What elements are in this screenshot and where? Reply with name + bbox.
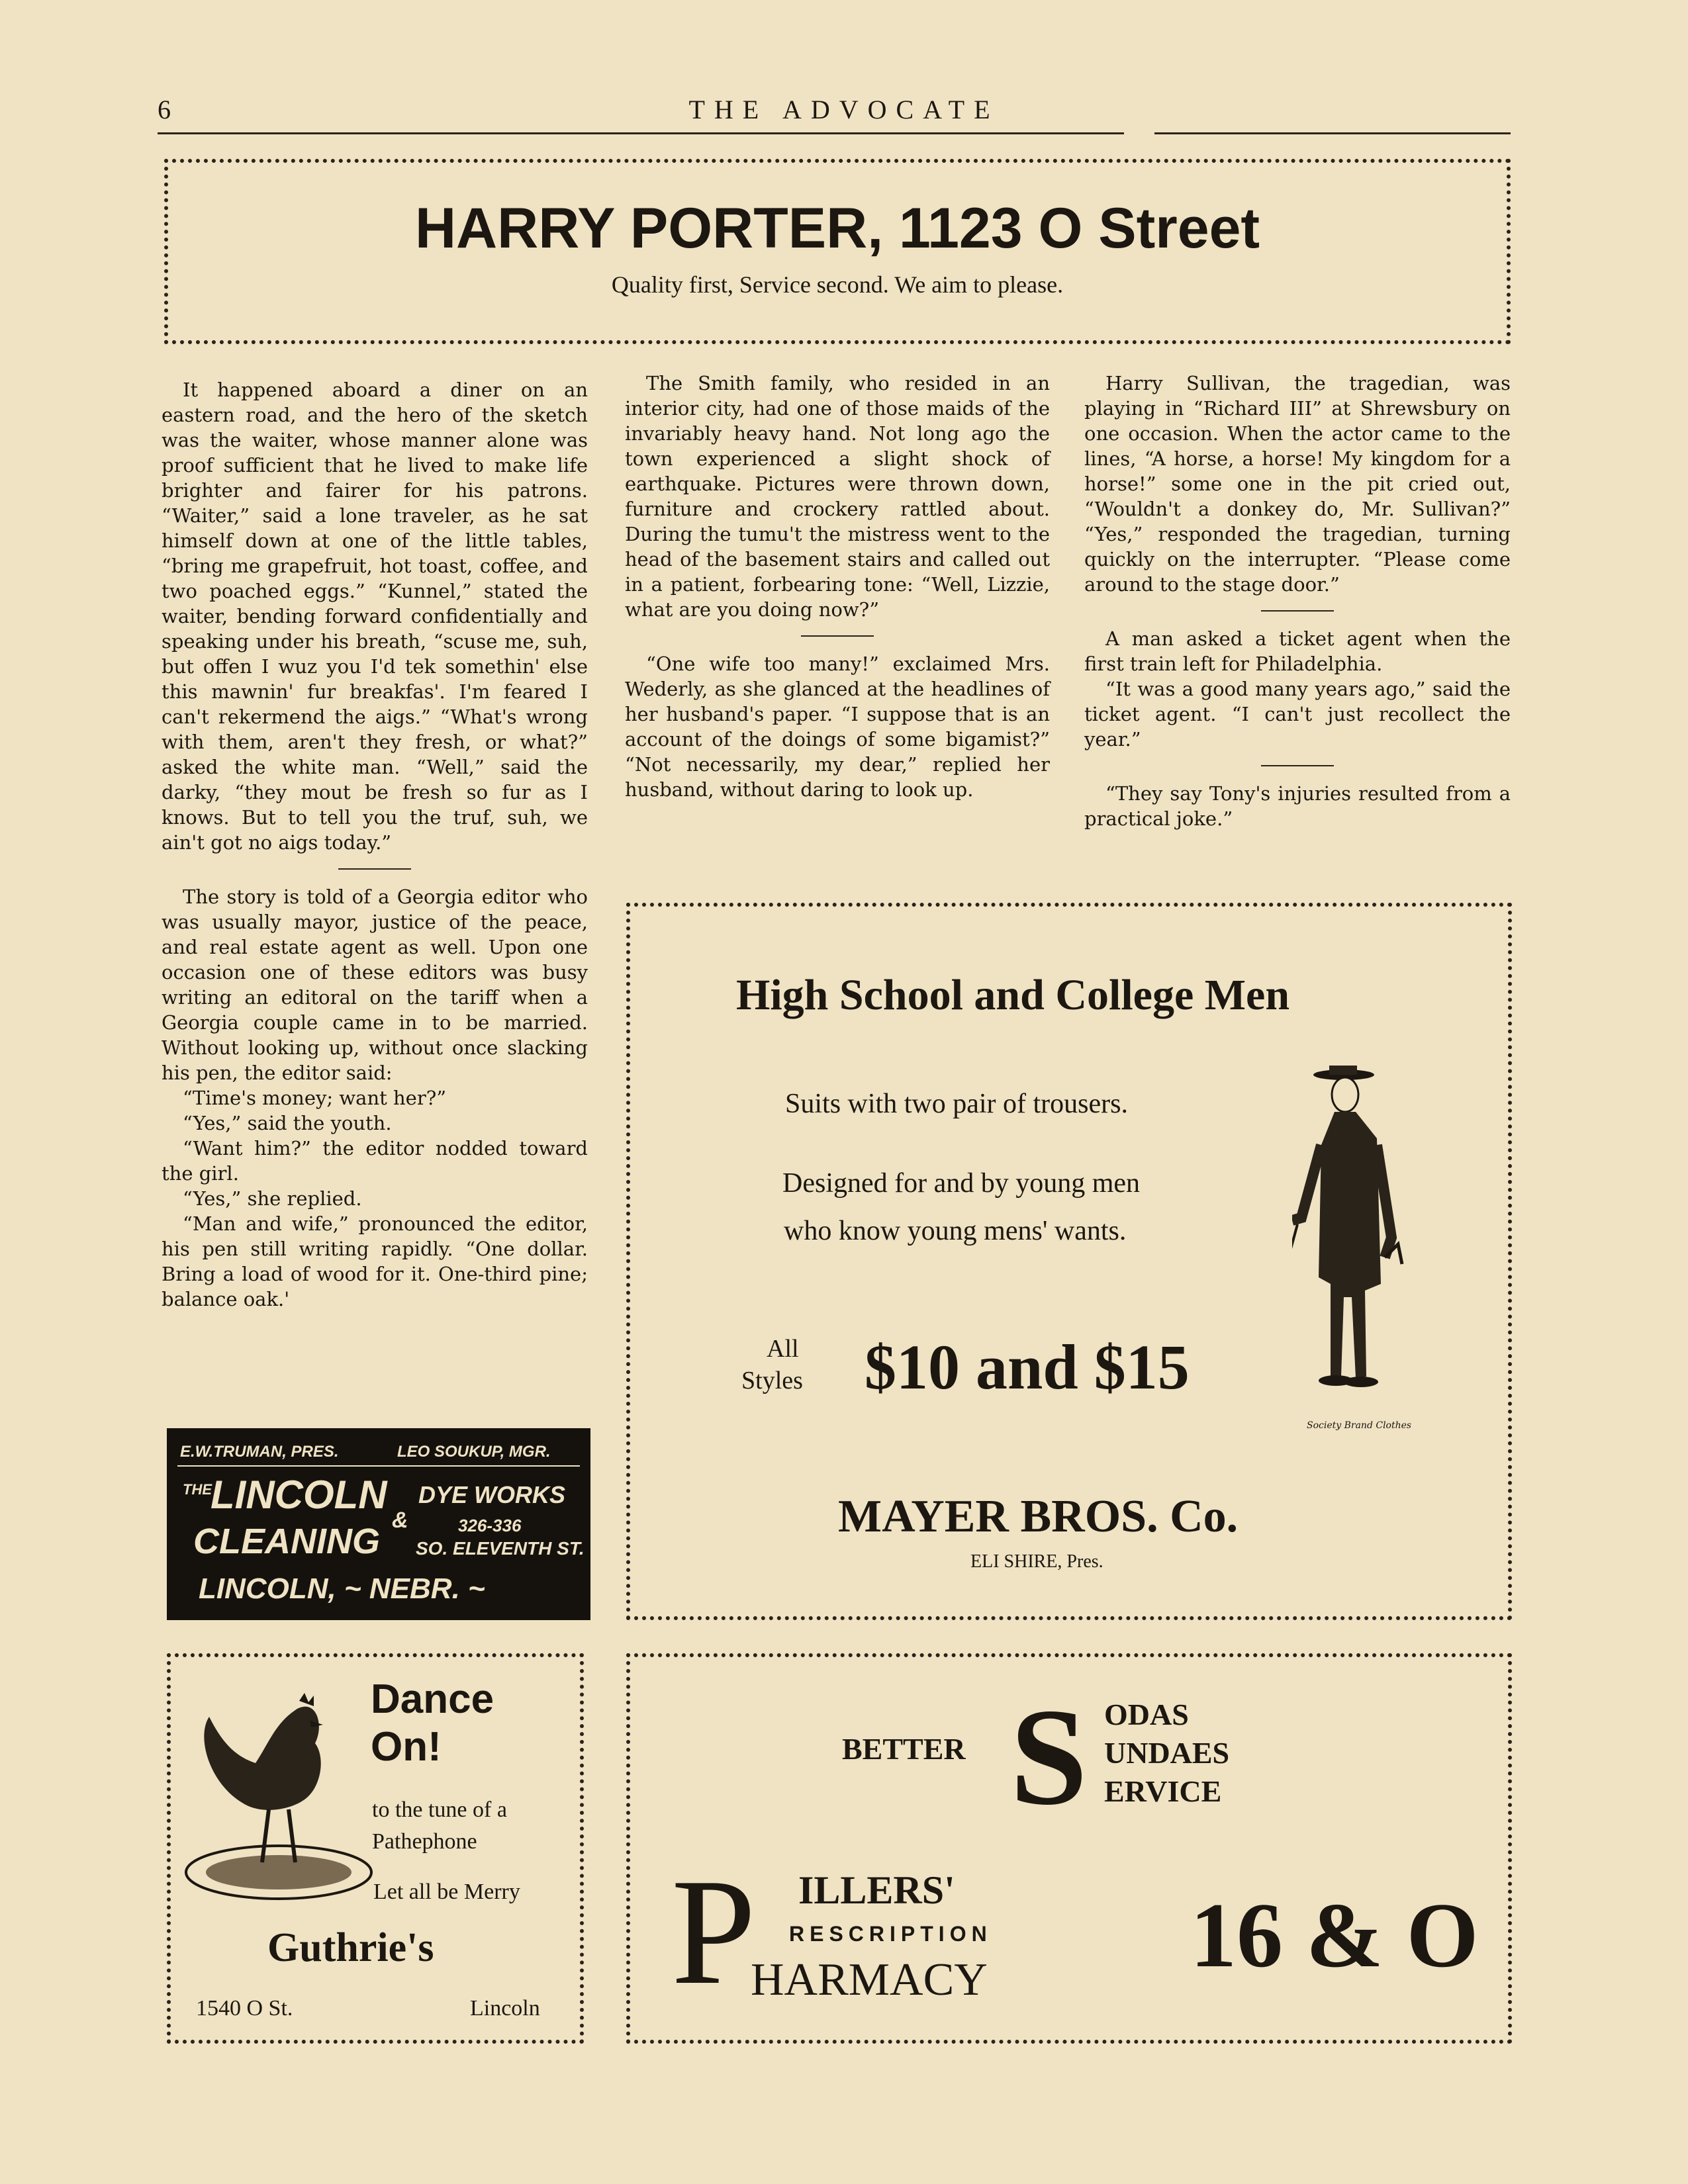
guthrie-ad: [167, 1653, 584, 2044]
mayer-line-1: Suits with two pair of trousers.: [785, 1089, 1128, 1119]
mayer-price: $10 and $15: [865, 1332, 1190, 1402]
mayer-company: MAYER BROS. Co.: [838, 1491, 1239, 1542]
separator: [801, 635, 874, 637]
guthrie-pathephone: Pathephone: [372, 1829, 477, 1854]
mayer-illustration-caption: Society Brand Clothes: [1307, 1420, 1412, 1431]
lincoln-street: SO. ELEVENTH ST.: [416, 1538, 585, 1559]
porter-tagline: Quality first, Service second. We aim to please.: [611, 271, 1064, 298]
separator: [1261, 610, 1334, 612]
story-tragedian: Harry Sullivan, the tragedian, was playing in “Richard III” at Shrewsbury on one occasion. When the actor came to the lines, “A horse, a horse! My kingdom for a horse!” some one in the pit cried out, “Wouldn't a donkey do, Mr. Sullivan?” “Yes,” responded the tragedian, turning quickly on the interrupter. “Please come around to the stage door.”: [1084, 372, 1511, 596]
separator: [338, 868, 411, 870]
mayer-headline: High School and College Men: [736, 971, 1290, 1019]
lincoln-dye-works: DYE WORKS: [418, 1481, 566, 1508]
story-earthquake: The Smith family, who resided in an interior city, had one of those maids of the invariably heavy hand. Not long ago the town experienced a slight shock of earthquake. Pictures were thrown down, furniture and crockery rattled about. During the tumu't the mistress went to the head of the basement stairs and called out in a patient, forbearing tone: “Well, Lizzie, what are you doing now?”: [625, 372, 1050, 621]
mayer-president: ELI SHIRE, Pres.: [970, 1551, 1103, 1572]
lincoln-rule: [177, 1465, 580, 1467]
story-georgia-editor: The story is told of a Georgia editor who was usually mayor, justice of the peace, and real estate agent as well. Upon one occasion one of these editors was busy writing an editoral on the tariff when a Georgia couple came in to be married. Without looking up, without once slacking his pen, the editor said:: [162, 886, 588, 1084]
story-ticket-agent-reply: “It was a good many years ago,” said the ticket agent. “I can't just recollect the year.”: [1084, 678, 1511, 751]
mayer-line-2: Designed for and by young men: [782, 1168, 1141, 1199]
lincoln-the: THE: [183, 1481, 212, 1498]
pillers-sodas: ODAS: [1104, 1698, 1189, 1731]
guthrie-dance: Dance: [371, 1676, 494, 1722]
young-man-illustration: [1292, 1066, 1405, 1410]
page-number: 6: [158, 95, 171, 124]
pillers-illers: ILLERS': [798, 1868, 955, 1912]
dialogue-line: “Want him?” the editor nodded toward the girl.: [162, 1137, 588, 1185]
dialogue-line: “Yes,” said the youth.: [183, 1112, 392, 1134]
lincoln-manager: LEO SOUKUP, MGR.: [397, 1443, 551, 1461]
story-diner: It happened aboard a diner on an eastern road, and the hero of the sketch was the waiter, whose manner alone was proof sufficient that he lived to make life brighter and fairer for his patrons. “Waiter,” said a lone traveler, as he sat himself down at one of the little tables, “bring me grapefruit, hot toast, coffee, and two poached eggs.” “Kunnel,” stated the waiter, bending forward confidentially and speaking under his breath, “scuse me, suh, but offen I wuz you I'd tek somethin' else this mawnin' fur breakfas'. I'm feared I can't rekermend the aigs.” “What's wrong with them, aren't they fresh, or what?” asked the white man. “Well,” said the darky, “they mout be fresh so fur as I knows. But to tell you the truf, suh, we ain't got no aigs today.”: [162, 379, 588, 854]
pillers-service: ERVICE: [1104, 1774, 1222, 1808]
header-rule-right: [1154, 132, 1511, 134]
pillers-big-p: P: [671, 1847, 756, 2016]
pillers-rescription: RESCRIPTION: [789, 1922, 992, 1946]
guthrie-name: Guthrie's: [267, 1925, 434, 1970]
header-rule-left: [158, 132, 1124, 134]
guthrie-on: On!: [371, 1724, 442, 1770]
guthrie-tune: to the tune of a: [372, 1797, 507, 1822]
pillers-sundaes: UNDAES: [1104, 1736, 1230, 1770]
lincoln-city: LINCOLN, ~ NEBR. ~: [199, 1572, 485, 1605]
dialogue-line: “Yes,” she replied.: [183, 1187, 362, 1210]
dialogue-line: “Time's money; want her?”: [183, 1087, 447, 1109]
guthrie-city: Lincoln: [470, 1996, 540, 2021]
story-ticket-agent: A man asked a ticket agent when the first train left for Philadelphia.: [1084, 627, 1511, 675]
story-bigamist: “One wife too many!” exclaimed Mrs. Wederly, as she glanced at the headlines of her husband's paper. “I suppose that is an account of the doings of some bigamist?” “Not necessarily, my dear,” replied her husband, without daring to look up.: [625, 653, 1050, 801]
mayer-styles: Styles: [741, 1367, 803, 1394]
lincoln-amp: &: [392, 1508, 408, 1533]
pillers-ad: [626, 1653, 1512, 2044]
lincoln-president: E.W.TRUMAN, PRES.: [180, 1443, 339, 1461]
pillers-big-s: S: [1010, 1680, 1088, 1834]
mayer-all: All: [767, 1335, 799, 1363]
rooster-icon: [183, 1684, 375, 1902]
guthrie-address: 1540 O St.: [196, 1996, 293, 2021]
porter-title: HARRY PORTER, 1123 O Street: [414, 197, 1260, 260]
separator: [1261, 765, 1334, 766]
pillers-address: 16 & O: [1190, 1884, 1479, 1987]
guthrie-merry: Let all be Merry: [373, 1880, 520, 1904]
dialogue-line: “Man and wife,” pronounced the editor, his pen still writing rapidly. “One dollar. Bring a load of wood for it. One-third pine; balance oak.': [162, 1212, 588, 1310]
pillers-harmacy: HARMACY: [751, 1954, 988, 2005]
story-practical-joke: “They say Tony's injuries resulted from a practical joke.”: [1084, 782, 1511, 830]
lincoln-name: LINCOLN: [211, 1473, 387, 1517]
lincoln-dye-works-ad: [167, 1428, 590, 1620]
mayer-bros-ad: [626, 903, 1512, 1620]
column-2: [625, 371, 1050, 802]
lincoln-cleaning: CLEANING: [193, 1522, 380, 1561]
mayer-line-3: who know young mens' wants.: [784, 1216, 1127, 1246]
column-1: [162, 377, 588, 1312]
column-3: [1084, 371, 1511, 831]
lincoln-street-number: 326-336: [458, 1516, 522, 1535]
pillers-better: BETTER: [842, 1732, 966, 1766]
porter-ad: [164, 159, 1511, 344]
masthead: THE ADVOCATE: [688, 95, 1000, 124]
